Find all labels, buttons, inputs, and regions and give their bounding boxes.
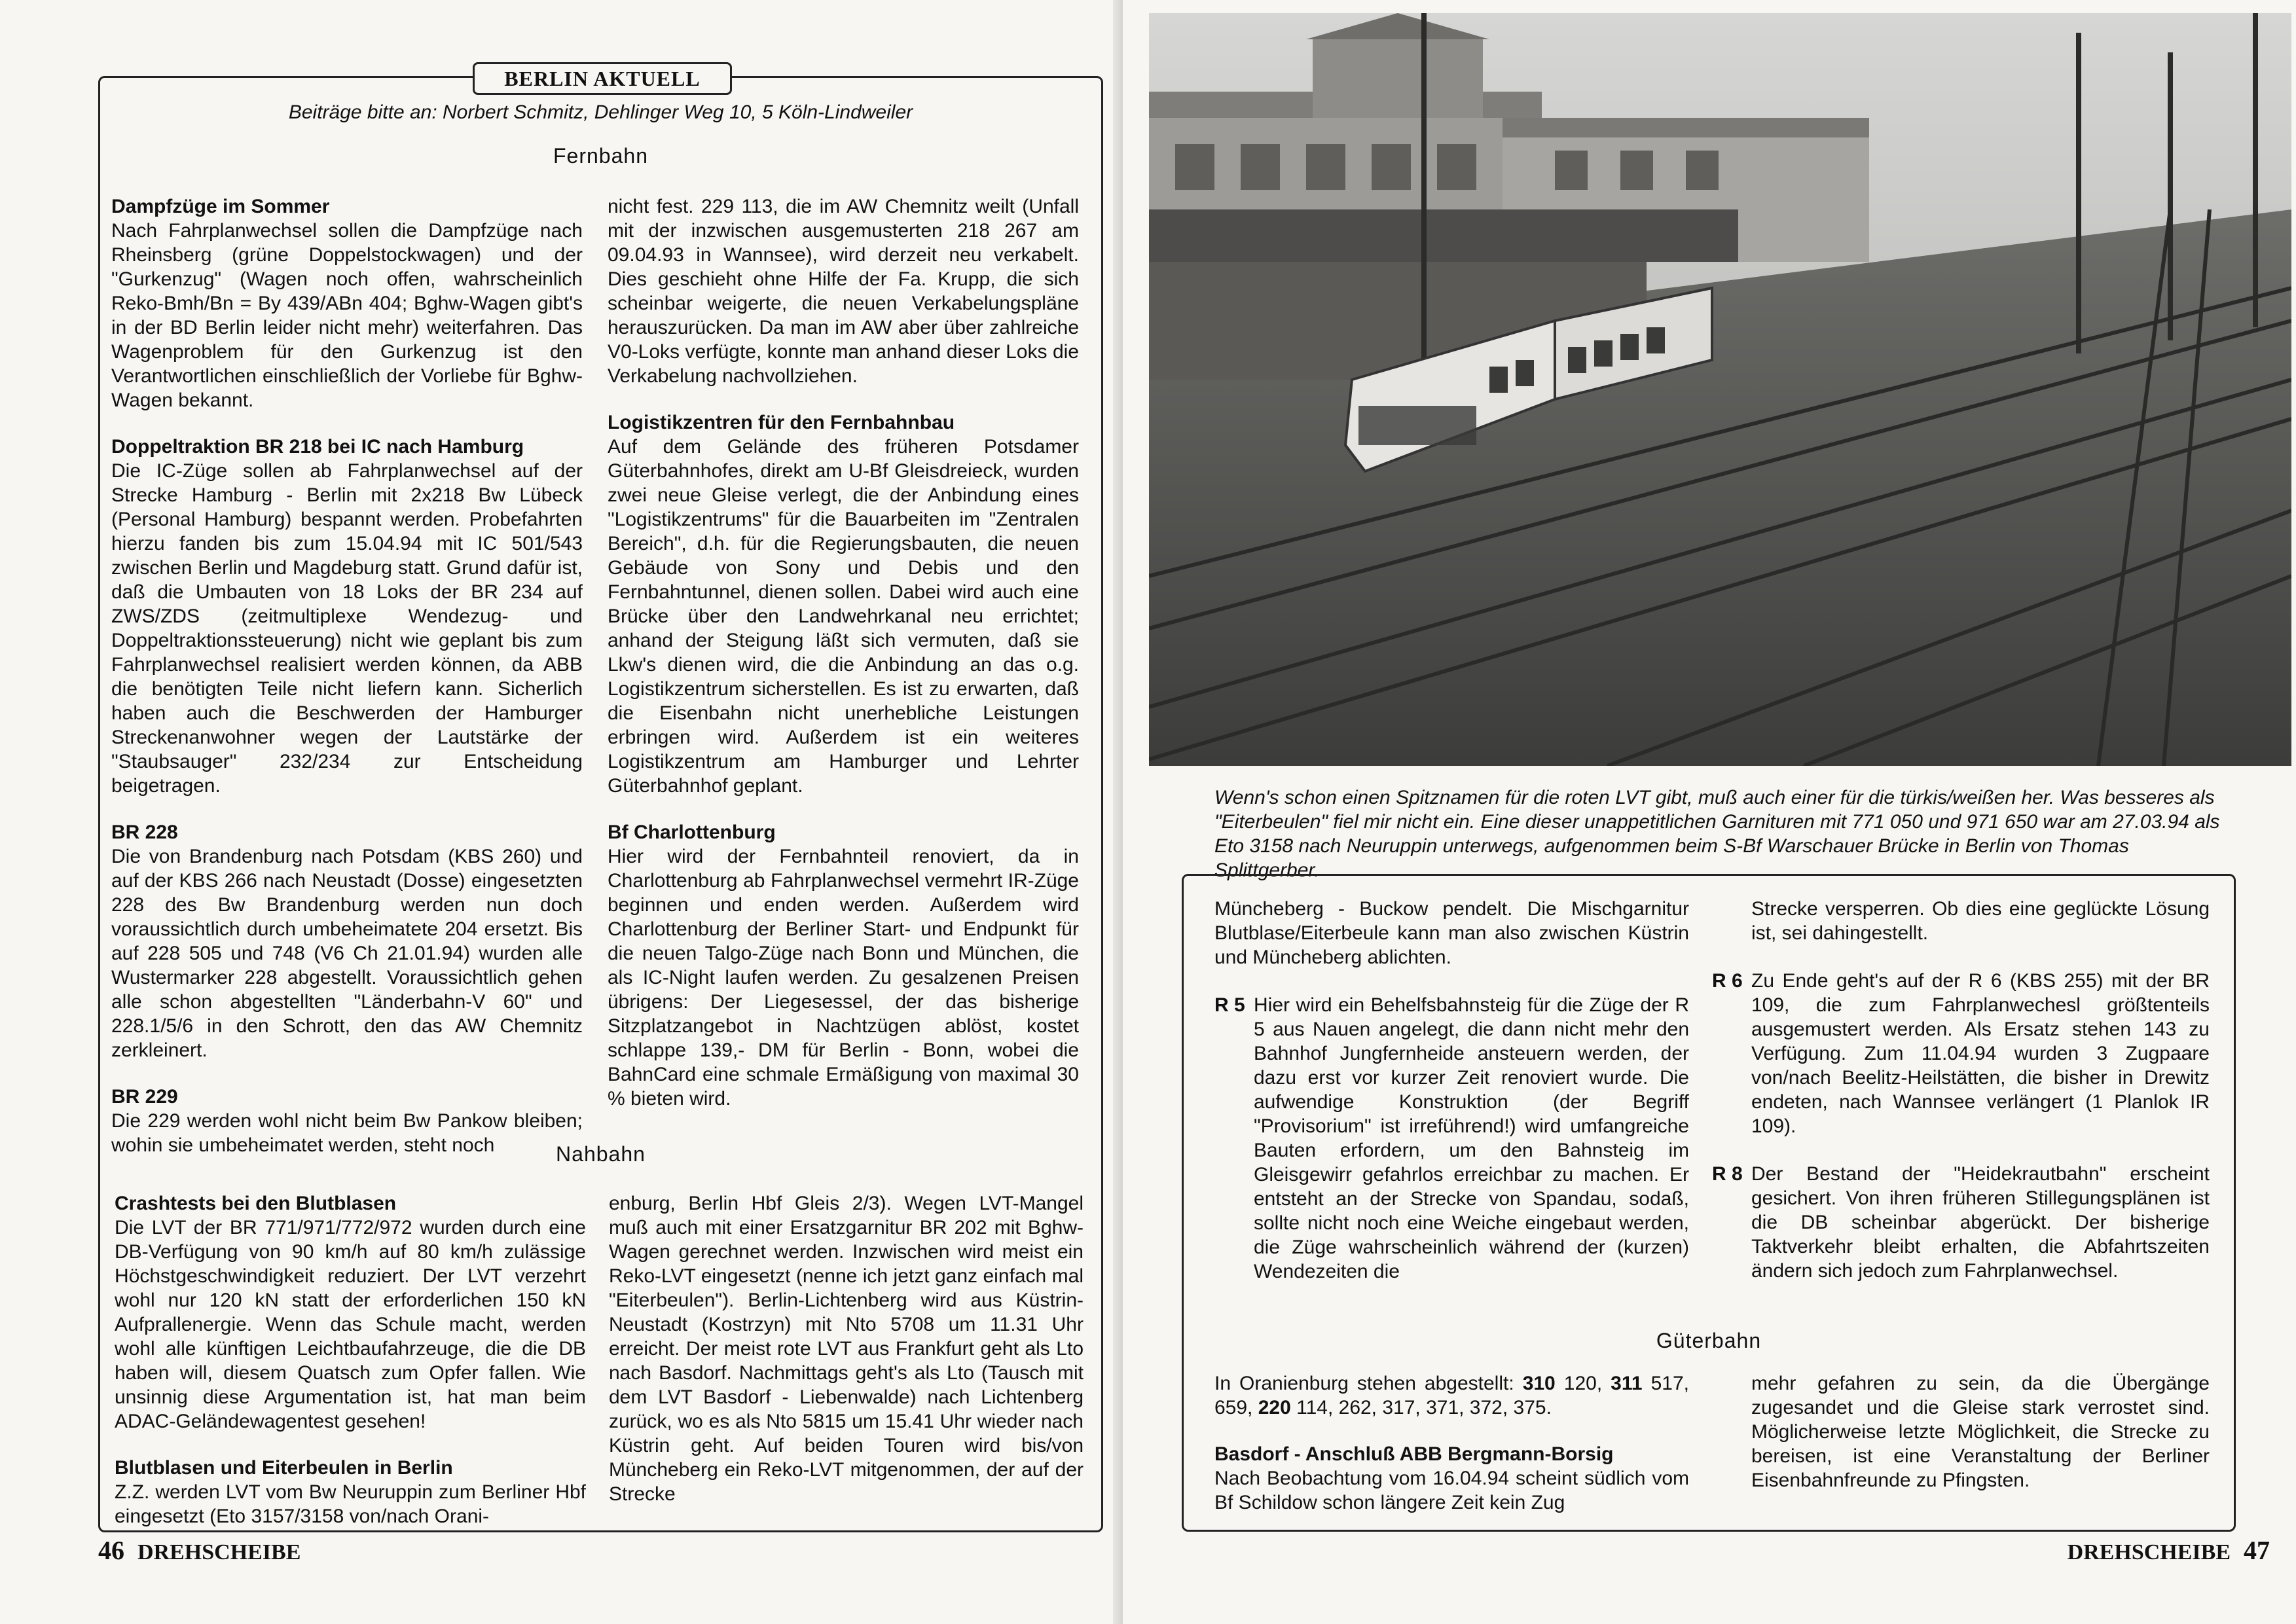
article-title: BR 229 xyxy=(111,1086,178,1108)
article-title: BR 228 xyxy=(111,821,178,843)
loco-number: 220 xyxy=(1258,1397,1291,1418)
right-page xyxy=(1123,0,2296,1624)
text-fragment: 120, xyxy=(1555,1373,1611,1394)
article-body: mehr gefahren zu sein, da die Übergänge zugesandet und die Gleise stark verrostet sind. Möglicherweise letzte Möglichkeit, die Strecke zu bereisen, ist eine Veranstaltung der Berliner Eisenbahnfreunde zu Pfingsten. xyxy=(1751,1373,2210,1491)
article-body: Hier wird der Fernbahnteil renoviert, da in Charlottenburg ab Fahrplanwechsel vermehrt IR-Züge beginnen und enden werden. Außerdem wird Charlottenburg der Berliner Start- und Endpunkt für die neuen Talgo-Züge nach Bonn und München, die als IC-Night laufen werden. Zu gesalzenen Preisen übrigens: Der Liegesessel, der das bisherige Sitzplatzangebot in Nachtzügen ablöst, kostet schlappe 139,- DM für Berlin - Bonn, wobei die BahnCard eine schmale Ermäßigung von maximal 30 % bieten wird. xyxy=(608,846,1079,1110)
section-gueterbahn: Güterbahn xyxy=(1656,1329,1762,1352)
article-body: Müncheberg - Buckow pendelt. Die Mischgarnitur Blutblase/Eiterbeule kann man also zwischen Küstrin und Müncheberg ablichten. xyxy=(1214,898,1689,968)
route-text: Zu Ende geht's auf der R 6 (KBS 255) mit der BR 109, die zum Fahrplanwechesl größtenteils ausgemustert werden. Als Ersatz stehen 143 zu Verfügung. Zum 11.04.94 wurden 3 Zugpaare von/nach Beelitz-Heilstätten, die bisher in Drewitz endeten, nach Wannsee verlängert (1 Planlok IR 109). xyxy=(1751,970,2210,1137)
train-photo xyxy=(1149,13,2291,766)
article-body: Auf dem Gelände des früheren Potsdamer Güterbahnhofes, direkt am U-Bf Gleisdreieck, wurden zwei neue Gleise verlegt, die der Anbindung eines "Logistikzentrums" für die Bauarbeiten im "Zentralen Bereich", d.h. für die Regierungsbauten, die neuen Gebäude von Sony und Debis und den Fernbahntunnel, dienen sollen. Dabei wird auch eine Brücke über den Landwehrkanal neu errichtet; anhand der Steigung läßt sich vermuten, daß sie Lkw's dienen wird, die die Anbindung an das o.g. Logistikzentrum sicherstellen. Es ist zu erwarten, daß die Eisenbahn nicht unerhebliche Leistungen erbringen wird. Außerdem ist ein weiteres Logistikzentrum am Hamburger und Lehrter Güterbahnhof geplant. xyxy=(608,436,1079,797)
article-body: Z.Z. werden LVT vom Bw Neuruppin zum Berliner Hbf eingesetzt (Eto 3157/3158 von/nach Orani- xyxy=(115,1481,586,1527)
article-body: Die LVT der BR 771/971/772/972 wurden durch eine DB-Verfügung von 90 km/h auf 80 km/h zulässige Höchstgeschwindigkeit reduziert. Der LVT verzehrt wohl nur 120 kN statt der erforderlichen 150 kN Aufprallenergie. Wenn das Schule macht, werden wohl alle künftigen Leichtbaufahrzeuge, die die DB haben will, diesem Quatsch zum Opfer fallen. Wie unsinnig diese Argumentation ist, hat man beim ADAC-Geländewagentest gesehen! xyxy=(115,1217,586,1432)
route-label: R 8 xyxy=(1712,1163,1743,1185)
column-2 xyxy=(608,194,1079,1133)
route-text: Der Bestand der "Heidekrautbahn" erscheint gesichert. Von ihren früheren Stillegungsplänen ist die DB scheinbar abgerückt. Der bisherige Taktverkehr bleibt erhalten, die Abfahrtszeiten ändern sich jedoch zum Fahrplanwechsel. xyxy=(1751,1163,2210,1282)
photo-illustration xyxy=(1149,13,2291,766)
magazine-name: DREHSCHEIBE xyxy=(137,1540,301,1564)
route-label: R 5 xyxy=(1214,994,1245,1016)
article-title: Doppeltraktion BR 218 bei IC nach Hamburg xyxy=(111,436,524,458)
section-fernbahn: Fernbahn xyxy=(553,144,648,168)
column-r2 xyxy=(1712,897,2210,1283)
article-body xyxy=(1214,1371,1689,1420)
column-r4 xyxy=(1751,1371,2210,1515)
photo-caption: Wenn's schon einen Spitznamen für die roten LVT gibt, muß auch einer für die türkis/weißen her. Was besseres als "Eiterbeulen" fiel mir nicht ein. Eine dieser unappetitlichen Garnituren mit 771 050 und 971 650 war am 27.03.94 als Eto 3158 nach Neuruppin unterwegs, aufgenommen beim S-Bf Warschauer Brücke in Berlin von Thomas Splittgerber. xyxy=(1214,787,2220,881)
article-body: Die 229 werden wohl nicht beim Bw Pankow bleiben; wohin sie umbeheimatet werden, steht noch xyxy=(111,1110,583,1156)
header-tab: BERLIN AKTUELL xyxy=(473,62,732,95)
text-fragment: In Oranienburg stehen abgestellt: xyxy=(1214,1373,1523,1394)
section-nahbahn: Nahbahn xyxy=(556,1142,646,1166)
page-footer-left xyxy=(98,1535,301,1566)
article-body: Die von Brandenburg nach Potsdam (KBS 260) und auf der KBS 266 nach Neustadt (Dosse) eingesetzten 228 des Bw Brandenburg werden nun doch voraussichtlich durch umbeheimatete 204 ersetzt. Bis auf 228 505 und 748 (V6 Ch 21.01.94) wurden alle Wustermarker 228 abgestellt. Voraussichtlich gehen alle schon abgestellten "Länderbahn-V 60" und 228.1/5/6 in den Schrott, den das AW Chemnitz zerkleinert. xyxy=(111,846,583,1061)
article-title: Bf Charlottenburg xyxy=(608,821,776,843)
page-number: 46 xyxy=(98,1536,124,1565)
article-title: Blutblasen und Eiterbeulen in Berlin xyxy=(115,1457,453,1479)
route-r6 xyxy=(1712,969,2210,1138)
article-title: Logistikzentren für den Fernbahnbau xyxy=(608,412,955,433)
route-r5 xyxy=(1214,993,1689,1284)
text-fragment: 114, 262, 317, 371, 372, 375. xyxy=(1290,1397,1552,1418)
article-title: Crashtests bei den Blutblasen xyxy=(115,1193,397,1214)
contributions-line: Beiträge bitte an: Norbert Schmitz, Dehlinger Weg 10, 5 Köln-Lindweiler xyxy=(288,101,913,123)
route-text: Hier wird ein Behelfsbahnsteig für die Züge der R 5 aus Nauen angelegt, die dann nicht mehr den Bahnhof Jungfernheide ansteuern werden, der dazu erst vor kurzer Zeit renoviert wurde. Die aufwendige Konstruktion (der Begriff "Provisorium" ist irreführend!) wird umfangreiche Bauten erfordern, um den Bahnsteig im Gleisgewirr gefahrlos erreichbar zu machen. Er entsteht an der Strecke von Spandau, sodaß, sollte nicht noch eine Weiche eingebaut werden, die Züge wahrscheinlich während der (kurzen) Wendezeiten die xyxy=(1254,994,1689,1282)
article-body: Die IC-Züge sollen ab Fahrplanwechsel auf der Strecke Hamburg - Berlin mit 2x218 Bw Lübeck (Personal Hamburg) bespannt werden. Probefahrten hierzu fanden bis zum 15.04.94 mit IC 501/543 zwischen Berlin und Magdeburg statt. Grund dafür ist, daß die Umbauten von 18 Loks der BR 234 auf ZWS/ZDS (zeitmultiplexe Wendezug- und Doppeltraktionssteuerung) nicht wie geplant bis zum Fahrplanwechsel realisiert werden können, da ABB die benötigten Teile nicht liefern kann. Sicherlich haben auch die Beschwerden der Hamburger Streckenanwohner wegen der Lautstärke der "Staubsauger" 232/234 zur Entscheidung beigetragen. xyxy=(111,460,583,797)
column-r3 xyxy=(1214,1371,1689,1537)
column-1 xyxy=(111,194,583,1180)
article-body: Strecke versperren. Ob dies eine geglückte Lösung ist, sei dahingestellt. xyxy=(1751,898,2210,944)
route-label: R 6 xyxy=(1712,970,1743,992)
article-body: Nach Fahrplanwechsel sollen die Dampfzüge nach Rheinsberg (grüne Doppelstockwagen) und der "Gurkenzug" (Wagen noch offen, wahrscheinlich Reko-Bmh/Bn = By 439/ABn 404; Bghw-Wagen gibt's in der BD Berlin leider nicht mehr) weiterfahren. Das Wagenproblem für den Gurkenzug ist den Verantwortlichen einschließlich der Vorliebe für Bghw-Wagen bekannt. xyxy=(111,220,583,411)
column-4 xyxy=(609,1191,1084,1528)
text-fragment: 517, 659, xyxy=(1214,1373,1689,1418)
left-page xyxy=(0,0,1123,1624)
column-3 xyxy=(115,1191,586,1551)
loco-number: 310 xyxy=(1522,1373,1556,1394)
article-body: Nach Beobachtung vom 16.04.94 scheint südlich vom Bf Schildow schon längere Zeit kein Zug xyxy=(1214,1468,1689,1513)
page-number: 47 xyxy=(2244,1536,2270,1565)
article-title: Basdorf - Anschluß ABB Bergmann-Borsig xyxy=(1214,1443,1614,1465)
route-r8 xyxy=(1712,1162,2210,1283)
article-body: enburg, Berlin Hbf Gleis 2/3). Wegen LVT-Mangel muß auch mit einer Ersatzgarnitur BR 202 mit Bghw-Wagen gerechnet werden. Inzwischen wird meist ein Reko-LVT eingesetzt (nenne ich jetzt ganz einfach mal "Eiterbeulen"). Berlin-Lichtenberg wird aus Küstrin-Neustadt (Kostrzyn) mit Nto 5708 um 11.31 Uhr erreicht. Der meist rote LVT aus Frankfurt geht als Lto nach Basdorf. Nachmittags geht's als Lto (Tausch mit dem LVT Basdorf - Liebenwalde) nach Lichtenberg zurück, wo es als Nto 5815 um 15.41 Uhr wieder nach Küstrin geht. Auf beiden Touren wird bis/von Müncheberg ein Reko-LVT mitgenommen, der auf der Strecke xyxy=(609,1193,1084,1505)
article-title: Dampfzüge im Sommer xyxy=(111,196,330,217)
page-footer-right xyxy=(2068,1535,2270,1566)
loco-number: 311 xyxy=(1611,1373,1643,1394)
article-body: nicht fest. 229 113, die im AW Chemnitz weilt (Unfall mit der inzwischen ausgemusterten 218 267 am 09.04.93 in Wannsee), wird derzeit neu verkabelt. Dies geschieht ohne Hilfe der Fa. Krupp, die sich scheinbar weigerte, die neuen Verkabelungspläne herauszurücken. Da man im AW aber über zahlreiche V0-Loks verfügte, konnte man anhand dieser Loks die Verkabelung nachvollziehen. xyxy=(608,196,1079,387)
magazine-name: DREHSCHEIBE xyxy=(2067,1540,2231,1564)
column-r1 xyxy=(1214,897,1689,1284)
